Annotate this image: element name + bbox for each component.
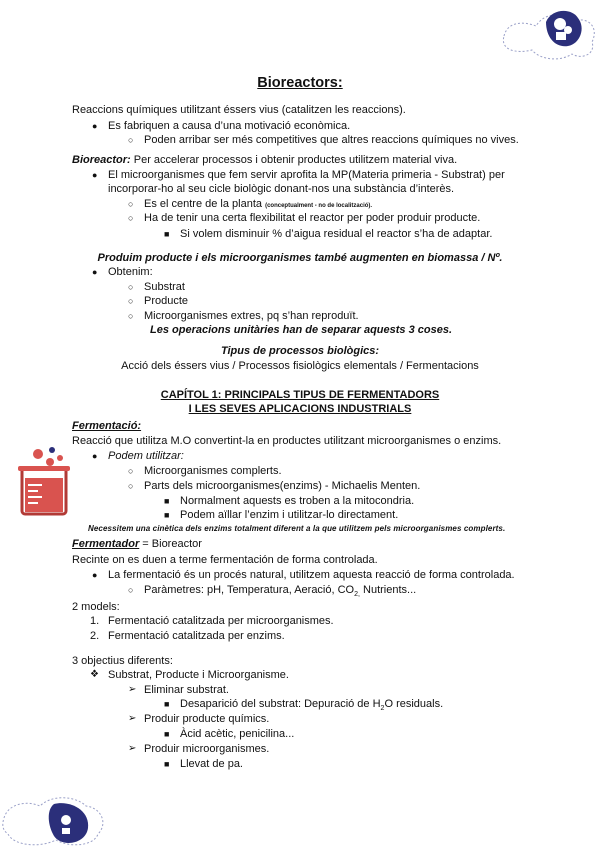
square-bullet-icon: ■ (164, 496, 170, 506)
objectius-heading: 3 objectius diferents: (72, 655, 173, 667)
objectius-main: Substrat, Producte i Microorganisme. (108, 669, 289, 681)
objectiu-1: Eliminar substrat. (144, 684, 229, 696)
circle-bullet-icon: ○ (128, 466, 134, 476)
cinetica-note: Necessitem una cinètica dels enzims totalment diferent a la que utilitzem pels microorganismes complerts. (88, 524, 506, 533)
podem-item-b: Parts dels microorganismes(enzims) - Michaelis Menten. (144, 480, 421, 492)
circle-bullet-icon: ○ (128, 135, 134, 145)
operacions-note: Les operacions unitàries han de separar aquests 3 coses. (150, 324, 453, 336)
parametres-line: Paràmetres: pH, Temperatura, Aeració, $CO_{2,}$ Nutrients... (144, 584, 417, 599)
objectiu-3a: Llevat de pa. (180, 758, 243, 770)
obtenim-label: Obtenim: (108, 266, 153, 278)
bioreactor-bullet-line-2: incorporar-ho al seu cicle biològic donant-nos una substància d’interès. (108, 183, 455, 195)
obtenim-item-3: Microorganismes extres, pq s’han reproduït. (144, 310, 359, 322)
bullet-icon: ● (92, 170, 98, 180)
intro-bullet-1a: Poden arribar ser més competitives que altres reaccions químiques no vives. (144, 134, 519, 146)
chapter-title-line-2: I LES SEVES APLICACIONS INDUSTRIALS (188, 403, 412, 415)
bioreactor-bullet-1b-i: Si volem disminuir % d’aigua residual el reactor s’ha de adaptar. (180, 228, 493, 240)
objectiu-1a: Desaparició del substrat: Depuració de $H_2O$ residuals. (180, 698, 444, 713)
obtenim-item-2: Producte (144, 295, 189, 307)
page-title: Bioreactors: (257, 75, 343, 91)
diamond-bullet-icon: ❖ (90, 669, 99, 680)
bioreactor-bullet-line-1: El microorganismes que fem servir aprofita la MP(Materia primeria - Substrat) per (108, 169, 505, 181)
circle-bullet-icon: ○ (128, 199, 134, 209)
square-bullet-icon: ■ (164, 759, 170, 769)
fermentador-bullet-1: La fermentació és un procés natural, utilitzem aquesta reacció de forma controlada. (108, 569, 515, 581)
intro-bullet-1: Es fabriquen a causa d’una motivació econòmica. (108, 120, 351, 132)
objectiu-3: Produir microorganismes. (144, 743, 270, 755)
model-number-2: 2. (90, 630, 100, 642)
circle-bullet-icon: ○ (128, 213, 134, 223)
circle-bullet-icon: ○ (128, 296, 134, 306)
decorative-mascot-top-right (496, 0, 600, 64)
decorative-mascot-bottom-left (0, 790, 110, 848)
bullet-icon: ● (92, 121, 98, 131)
fermentacio-text: Reacció que utilitza M.O convertint-la en productes utilitzant microorganismes o enzims. (72, 435, 502, 447)
square-bullet-icon: ■ (164, 229, 170, 239)
fermentacio-label: Fermentació: (72, 420, 142, 432)
intro-line: Reaccions químiques utilitzant éssers vius (catalitzen les reaccions). (72, 104, 406, 116)
fermentador-text: Recinte on es duen a terme fermentación de forma controlada. (72, 554, 378, 566)
podem-item-b-ii: Podem aïllar l’enzim i utilitzar-lo directament. (180, 509, 399, 521)
models-heading: 2 models: (72, 601, 120, 613)
tipus-text: Acció dels éssers vius / Processos fisiològics elementals / Fermentacions (121, 360, 479, 372)
model-item-2: Fermentació catalitzada per enzims. (108, 630, 285, 642)
model-item-1: Fermentació catalitzada per microorganismes. (108, 615, 334, 627)
square-bullet-icon: ■ (164, 699, 170, 709)
circle-bullet-icon: ○ (128, 585, 134, 595)
bioreactor-bullet-1a: Es el centre de la planta (conceptualment - no de localització). (144, 198, 373, 210)
bullet-icon: ● (92, 570, 98, 580)
objectiu-2a: Àcid acètic, penicilina... (180, 728, 295, 740)
objectiu-2: Produir producte químics. (144, 713, 270, 725)
podem-item-b-i: Normalment aquests es troben a la mitocondria. (180, 495, 415, 507)
bullet-icon: ● (92, 267, 98, 277)
model-number-1: 1. (90, 615, 100, 627)
circle-bullet-icon: ○ (128, 311, 134, 321)
tipus-heading: Tipus de processos biològics: (220, 345, 380, 357)
obtenim-item-1: Substrat (144, 281, 185, 293)
square-bullet-icon: ■ (164, 729, 170, 739)
fermentador-definition: Fermentador = Bioreactor (72, 538, 202, 550)
arrow-bullet-icon: ➢ (128, 684, 137, 695)
arrow-bullet-icon: ➢ (128, 713, 137, 724)
bullet-icon: ● (92, 451, 98, 461)
circle-bullet-icon: ○ (128, 481, 134, 491)
bioreactor-bullet-1b: Ha de tenir una certa flexibilitat el reactor per poder produir producte. (144, 212, 481, 224)
circle-bullet-icon: ○ (128, 282, 134, 292)
arrow-bullet-icon: ➢ (128, 743, 137, 754)
beaker-icon (14, 444, 74, 518)
produim-heading: Produim producte i els microorganismes també augmenten en biomassa / Nº. (97, 252, 503, 264)
chapter-title-line-1: CAPÍTOL 1: PRINCIPALS TIPUS DE FERMENTADORS (160, 389, 440, 401)
podem-label: Podem utilitzar: (108, 450, 184, 462)
podem-item-a: Microorganismes complerts. (144, 465, 282, 477)
bioreactor-definition: Bioreactor: Per accelerar processos i obtenir productes utilitzem material viva. (72, 154, 458, 166)
square-bullet-icon: ■ (164, 510, 170, 520)
